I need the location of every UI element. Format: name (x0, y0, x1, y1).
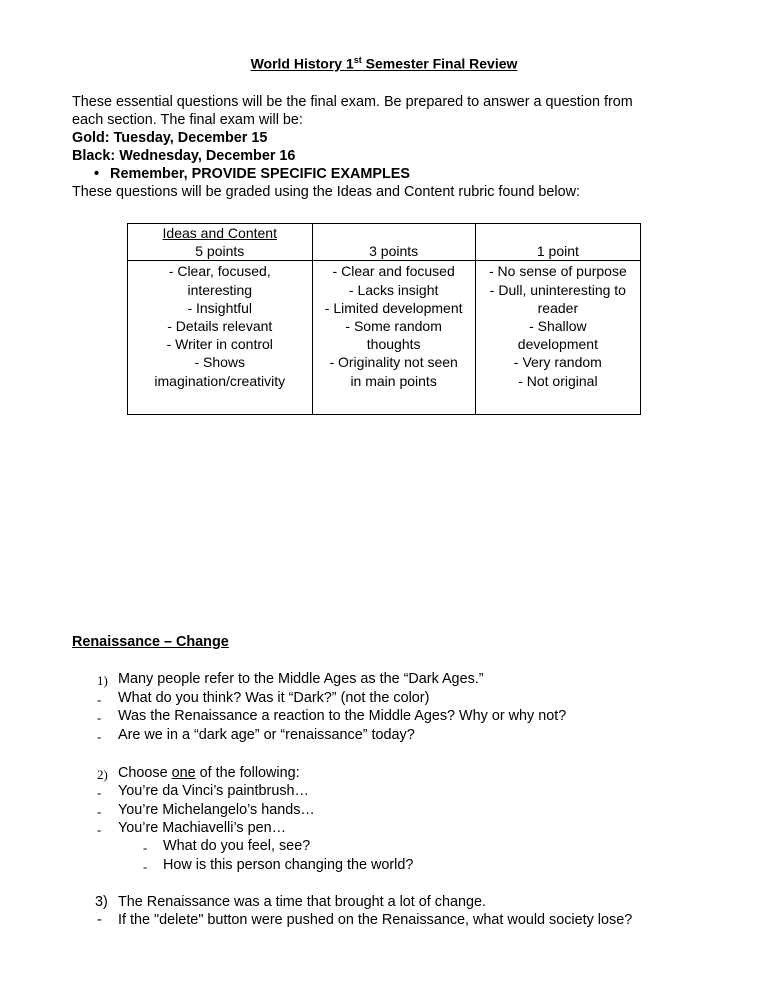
q1-sub-3: Are we in a “dark age” or “renaissance” today? (118, 727, 415, 743)
dash: - (97, 822, 102, 837)
q2-subsub-1: What do you feel, see? (163, 838, 311, 854)
bullet-mark: • (94, 166, 100, 182)
rubric-col-3-points: 3 points (312, 242, 475, 261)
section-title: Renaissance – Change (72, 634, 229, 650)
intro-line-3: These questions will be graded using the Ideas and Content rubric found below: (72, 184, 580, 200)
dash: - (143, 840, 148, 855)
intro-line-2: each section. The final exam will be: (72, 112, 303, 128)
rubric-cell-3: - Clear and focused - Lacks insight - Limited development - Some random thoughts - Originality not seen in main points (312, 261, 475, 415)
dash: - (97, 912, 102, 928)
rubric-col-5-points: 5 points (128, 242, 313, 261)
dash: - (97, 710, 102, 725)
q1-number: 1) (97, 673, 108, 688)
rubric-cell-1: - No sense of purpose - Dull, uninteresting to reader - Shallow development - Very random - Not original (475, 261, 640, 415)
dash: - (97, 804, 102, 819)
gold-exam-date: Gold: Tuesday, December 15 (72, 130, 268, 146)
q2-sub-2: You’re Michelangelo’s hands… (118, 802, 315, 818)
q3-number: 3) (95, 894, 108, 910)
page-title: World History 1st Semester Final Review (250, 55, 518, 72)
black-exam-date: Black: Wednesday, December 16 (72, 148, 296, 164)
dash: - (143, 859, 148, 874)
q2-text: Choose one of the following: (118, 765, 300, 781)
q1-sub-2: Was the Renaissance a reaction to the Middle Ages? Why or why not? (118, 708, 567, 724)
dash: - (97, 785, 102, 800)
rubric-heading: Ideas and Content (128, 224, 313, 243)
q2-sub-1: You’re da Vinci’s paintbrush… (118, 783, 309, 799)
rubric-col-1-point: 1 point (475, 242, 640, 261)
q1-sub-1: What do you think? Was it “Dark?” (not the color) (118, 690, 430, 706)
bullet-reminder: • Remember, PROVIDE SPECIFIC EXAMPLES (94, 166, 410, 182)
q3-sub: If the "delete" button were pushed on the Renaissance, what would society lose? (118, 912, 633, 928)
q2-number: 2) (97, 767, 108, 782)
q2-subsub-2: How is this person changing the world? (163, 857, 414, 873)
q2-sub-3: You’re Machiavelli’s pen… (118, 820, 286, 836)
rubric-table (127, 223, 641, 415)
dash: - (97, 729, 102, 744)
intro-line-1: These essential questions will be the final exam. Be prepared to answer a question from (72, 94, 633, 110)
rubric-cell-5: - Clear, focused, interesting - Insightful - Details relevant - Writer in control - Shows imagination/creativity (128, 261, 313, 415)
q3-text: The Renaissance was a time that brought a lot of change. (118, 894, 486, 910)
q1-text: Many people refer to the Middle Ages as the “Dark Ages.” (118, 671, 484, 687)
dash: - (97, 692, 102, 707)
